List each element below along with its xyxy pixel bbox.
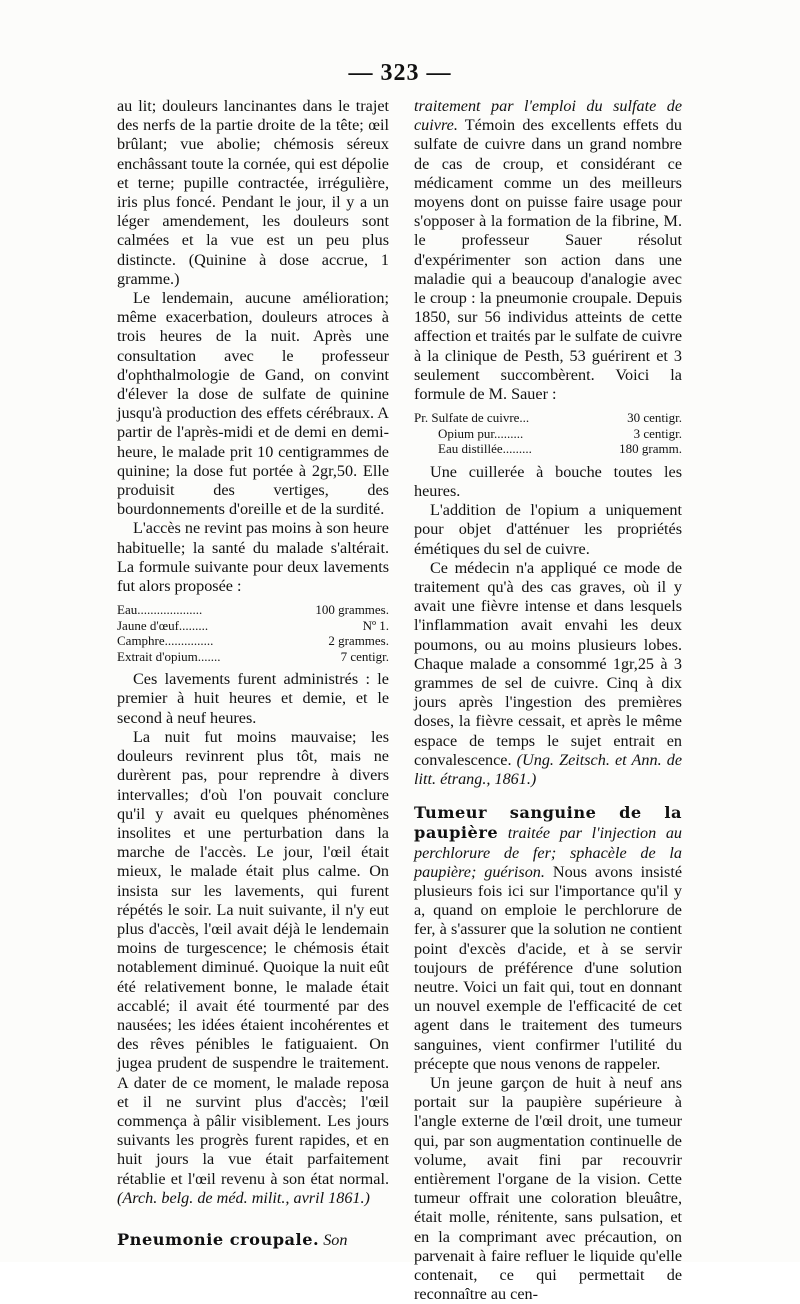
section-heading-subtitle: traitée par l'injection au perchlorure de fer; sphacèle de la paupière; guérison.	[414, 824, 683, 881]
formula-amount: 100 grammes.	[315, 602, 389, 618]
section-heading-pneumonia	[117, 1230, 389, 1250]
formula-row	[117, 618, 389, 634]
formula-row	[117, 633, 389, 649]
formula-row	[414, 426, 682, 442]
enema-formula	[117, 602, 389, 664]
formula-ingredient: Eau....................	[117, 602, 203, 618]
formula-row	[414, 410, 682, 426]
right-paragraph-2: Une cuillerée à bouche toutes les heures.	[414, 462, 682, 500]
left-paragraph-5	[117, 728, 389, 1208]
left-column	[117, 97, 389, 1250]
formula-ingredient: Eau distillée.........	[438, 441, 532, 457]
right-paragraph-4-text: Ce médecin n'a appliqué ce mode de traitement qu'à des cas graves, où il y avait une fièvre intense et dans lesquels l'inflammation avait envahi les deux poumons, ou au moins plusieurs lobes. Chaque malade a consommé 1gr,25 à 3 grammes de sel de cuivre. Cinq à dix jours après l'ingestion des premières doses, la fièvre cessait, et après le même espace de temps le sujet entrait en convalescence.	[414, 558, 682, 769]
right-paragraph-6: Un jeune garçon de huit à neuf ans portait sur la paupière supérieure à l'angle externe de l'œil droit, une tumeur qui, par son augmentation continuelle de volume, avait fini par recouvrir entièrement l'organe de la vision. Cette tumeur offrait une coloration bleuâtre, était molle, rénitente, sans pulsation, et en la comprimant avec précaution, on parvenait à faire refluer le liquide qu'elle contenait, ce qui permettait de reconnaître au cen-	[414, 1074, 682, 1304]
formula-amount: 2 grammes.	[328, 633, 389, 649]
formula-ingredient: Jaune d'œuf.........	[117, 617, 209, 633]
left-paragraph-5-citation: (Arch. belg. de méd. milit., avril 1861.)	[117, 1188, 370, 1207]
formula-row	[414, 441, 682, 457]
sauer-formula	[414, 410, 682, 457]
page-number: — 323 —	[348, 60, 452, 86]
right-paragraph-3: L'addition de l'opium a uniquement pour objet d'atténuer les propriétés émétiques du sel de cuivre.	[414, 501, 682, 558]
section-heading-continuation: Son	[323, 1230, 348, 1249]
left-paragraph-3: L'accès ne revint pas moins à son heure habituelle; la santé du malade s'altérait. La formule suivante pour deux lavements fut alors proposée :	[117, 519, 389, 596]
right-paragraph-4-citation: (Ung. Zeitsch. et Ann. de litt. étrang., 1861.)	[414, 750, 683, 788]
section-heading-title: Tumeur sanguine de la paupière	[414, 803, 682, 843]
right-paragraph-4	[414, 559, 682, 789]
formula-ingredient: Opium pur.........	[438, 425, 524, 441]
formula-ingredient: Pr. Sulfate de cuivre...	[414, 410, 530, 426]
right-paragraph-1-italic: traitement par l'emploi du sulfate de cuivre.	[414, 97, 682, 135]
formula-row	[117, 649, 389, 665]
formula-amount: 30 centigr.	[627, 410, 682, 426]
right-paragraph-5: Nous avons insisté plusieurs fois ici sur l'importance qu'il y a, quand on emploie le perchlorure de fer, à s'assurer que la solution ne contient point d'excès d'acide, et à se servir toujours de préférence d'une solution neutre. Voici un fait qui, tout en donnant un nouvel exemple de l'efficacité de cet agent dans le traitement des tumeurs sanguines, vient confirmer l'utilité du précepte que nous venons de rappeler.	[414, 862, 683, 1073]
left-paragraph-4: Ces lavements furent administrés : le premier à huit heures et demie, et le second à neuf heures.	[117, 670, 389, 727]
left-paragraph-1: au lit; douleurs lancinantes dans le trajet des nerfs de la partie droite de la tête; œil brûlant; vue abolie; chémosis séreux enchâssant toute la cornée, qui est dépolie et terne; pupille contractée, irrégulière, iris plus foncé. Pendant le jour, il y a un léger amendement, les douleurs sont calmées et la vue est un peu plus distincte. (Quinine à dose accrue, 1 gramme.)	[117, 97, 389, 288]
section-heading-title: Pneumonie croupale.	[117, 1229, 320, 1249]
formula-amount: Nº 1.	[362, 617, 389, 633]
formula-amount: 7 centigr.	[340, 648, 389, 664]
formula-amount: 180 gramm.	[619, 441, 682, 457]
right-column	[414, 97, 682, 1304]
formula-row	[117, 602, 389, 618]
left-paragraph-2: Le lendemain, aucune amélioration; même exacerbation, douleurs atroces à trois heures de la nuit. Après une consultation avec le professeur d'ophthalmologie de Gand, on convint d'élever la dose de sulfate de quinine jusqu'à production des effets cérébraux. A partir de l'après-midi et de demi en demi-heure, le malade prit 10 centigrammes de quinine; la dose fut portée à 2gr,50. Elle produisit des vertiges, des bourdonnements d'oreille et de la surdité.	[117, 289, 389, 519]
formula-ingredient: Camphre...............	[117, 633, 214, 649]
right-paragraph-1-text: Témoin des excellents effets du sulfate de cuivre dans un grand nombre de cas de croup, et considérant ce médicament comme un des meilleurs moyens dont on puisse faire usage pour s'opposer à la formation de la fibrine, M. le professeur Sauer résolut d'expérimenter son action dans une maladie qui a beaucoup d'analogie avec le croup : la pneumonie croupale. Depuis 1850, sur 56 individus atteints de cette affection et traités par le sulfate de cuivre à la clinique de Pesth, 53 guérirent et 3 seulement succombèrent. Voici la formule de M. Sauer :	[414, 116, 683, 404]
left-paragraph-5-text: La nuit fut moins mauvaise; les douleurs revinrent plus tôt, mais ne durèrent pas, pour reprendre à divers intervalles; d'où l'on pouvait conclure qu'il y avait eu quelques phénomènes insolites et une perturbation dans la marche de l'accès. Le jour, l'œil était mieux, le malade était plus calme. On insista sur les lavements, qui furent répétés le soir. La nuit suivante, il n'y eut plus d'accès, l'œil avait déjà le lendemain moins de turgescence; le chémosis était notablement diminué. Quoique la nuit eût été relativement bonne, le malade était accablé; il avait été tourmenté par des nausées; les idées étaient incohérentes et des rêves pénibles le fatiguaient. On jugea prudent de suspendre le traitement. A dater de ce moment, le malade reposa et il ne survint plus d'accès; l'œil commença à pâlir visiblement. Les jours suivants les progrès furent rapides, et en huit jours la vue était parfaitement rétablie et l'œil revenu à son état normal.	[117, 727, 389, 1188]
right-paragraph-1	[414, 97, 682, 404]
section-heading-tumor	[414, 803, 682, 1074]
formula-ingredient: Extrait d'opium.......	[117, 648, 221, 664]
formula-amount: 3 centigr.	[633, 425, 682, 441]
